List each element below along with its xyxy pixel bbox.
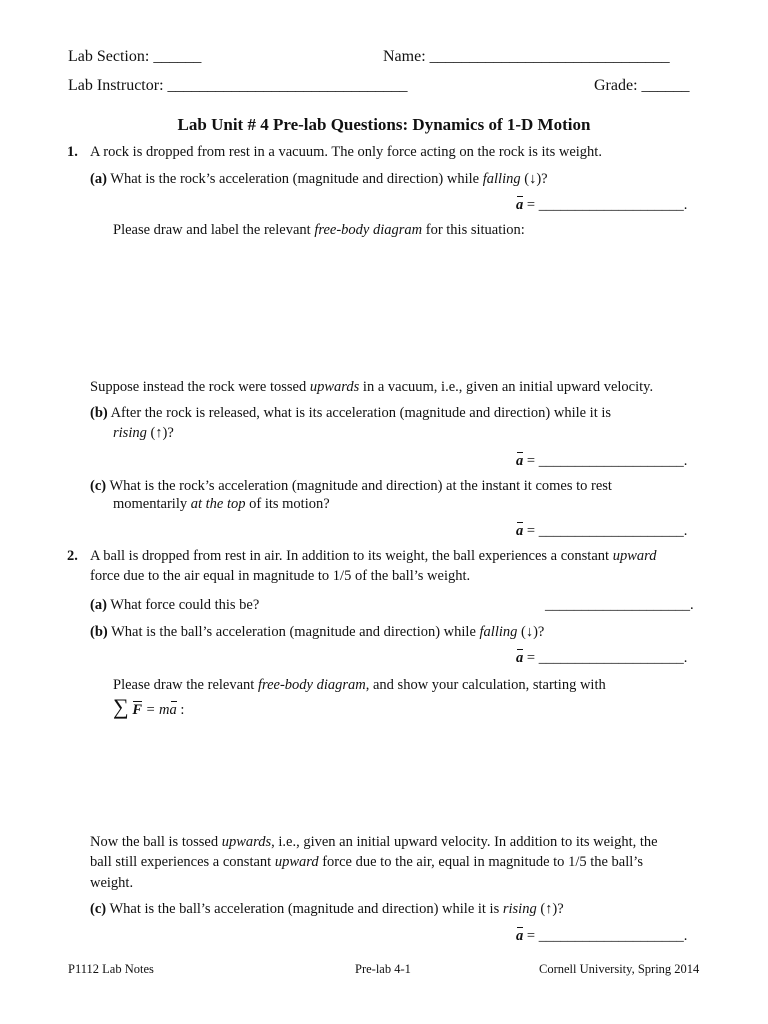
q2-stem-italic: upward — [612, 548, 657, 564]
q1-suppose-text — [90, 379, 653, 396]
q1b-italic: rising — [113, 425, 147, 441]
newton-second-law — [113, 694, 184, 720]
accel-var: a — [169, 702, 177, 718]
colon: : — [180, 702, 185, 718]
equals-sign: = — [526, 453, 536, 469]
q1a-answer-line — [516, 197, 687, 214]
q1-draw-instruction — [113, 222, 525, 239]
draw-italic: free-body diagram — [314, 222, 423, 238]
now-text-2: , i.e., given an initial upward velocity. In addition to its weight, the — [271, 834, 658, 850]
force-var: F — [132, 702, 142, 718]
answer-blank: ____________________. — [538, 197, 688, 213]
suppose-text-2: in a vacuum, i.e., given an initial upward velocity. — [362, 379, 654, 395]
q2b-question — [90, 624, 544, 641]
accel-var: a — [516, 523, 524, 539]
q2-stem-text: A ball is dropped from rest in air. In addition to its weight, the ball experiences a constant — [90, 548, 610, 564]
q1a-question — [90, 171, 548, 188]
footer-left: P1112 Lab Notes — [68, 962, 154, 976]
q2b-text-2: (↓)? — [521, 624, 545, 640]
q2c-text-1: What is the ball’s acceleration (magnitude and direction) while it is — [109, 901, 500, 917]
answer-blank: ____________________. — [538, 523, 688, 539]
accel-var: a — [516, 453, 524, 469]
now-text-1: Now the ball is tossed — [90, 834, 219, 850]
q2-draw-text-1: Please draw the relevant — [113, 677, 255, 693]
lab-section-field: Lab Section: ______ — [68, 48, 202, 65]
q1c-text-2a: momentarily — [113, 496, 188, 512]
q1b-text-1: After the rock is released, what is its acceleration (magnitude and direction) while it is — [110, 405, 612, 421]
accel-var: a — [516, 650, 524, 666]
q2-draw-text-2: , and show your calculation, starting with — [365, 677, 606, 693]
q2b-answer-line — [516, 650, 687, 667]
q1a-italic: falling — [482, 171, 521, 187]
q1c-question-line1 — [90, 478, 612, 495]
q2c-question — [90, 901, 564, 918]
q2-draw-italic: free-body diagram — [257, 677, 366, 693]
q2-draw-instruction — [113, 677, 606, 694]
now-text-2a: ball still experiences a constant — [90, 854, 272, 870]
suppose-text-1: Suppose instead the rock were tossed — [90, 379, 307, 395]
q2c-text-2: (↑)? — [540, 901, 564, 917]
q1a-text-2: (↓)? — [524, 171, 548, 187]
footer-right: Cornell University, Spring 2014 — [539, 962, 700, 976]
equals-sign: = — [526, 928, 536, 944]
q2-stem-line2 — [90, 568, 470, 585]
equals-sign: = — [526, 197, 536, 213]
q1c-italic: at the top — [190, 496, 246, 512]
q2a-question — [90, 597, 259, 614]
q2-now-line1 — [90, 834, 658, 851]
q2-now-line3: weight. — [90, 875, 134, 891]
summation-symbol: ∑ — [113, 694, 129, 719]
suppose-italic: upwards — [309, 379, 360, 395]
q1a-text-1: What is the rock’s acceleration (magnitude and direction) while — [110, 171, 480, 187]
equals-m: = m — [145, 702, 170, 718]
q1a-label: (a) — [90, 171, 107, 187]
answer-blank: ____________________. — [538, 453, 688, 469]
q2-stem-text-2a: force due to the air equal in magnitude to — [90, 568, 330, 584]
q2b-text-1: What is the ball’s acceleration (magnitude and direction) while — [111, 624, 476, 640]
q1c-question-line2 — [113, 496, 330, 513]
now-line2-italic: upward — [274, 854, 319, 870]
answer-blank: ____________________. — [538, 928, 688, 944]
q1b-text-2: (↑)? — [150, 425, 174, 441]
page-title: Lab Unit # 4 Pre-lab Questions: Dynamics of 1-D Motion — [177, 115, 591, 134]
q2-now-line2 — [90, 854, 643, 871]
q1b-label: (b) — [90, 405, 108, 421]
q2c-answer-line — [516, 928, 687, 945]
q1b-answer-line — [516, 453, 687, 470]
footer-center: Pre-lab 4-1 — [355, 962, 411, 976]
draw-text-2: for this situation: — [425, 222, 525, 238]
q2b-italic: falling — [479, 624, 518, 640]
accel-var: a — [516, 197, 524, 213]
q1c-label: (c) — [90, 478, 107, 494]
q1c-text-1: What is the rock’s acceleration (magnitude and direction) at the instant it comes to rest — [109, 478, 612, 494]
q1c-answer-line — [516, 523, 687, 540]
q2-stem-line1 — [90, 548, 656, 565]
name-field: Name: ______________________________ — [383, 48, 670, 65]
lab-instructor-field: Lab Instructor: ______________________________ — [68, 77, 408, 94]
answer-blank: ____________________. — [538, 650, 688, 666]
draw-text-1: Please draw and label the relevant — [113, 222, 311, 238]
q1-stem: A rock is dropped from rest in a vacuum. The only force acting on the rock is its weight. — [90, 144, 602, 160]
q2a-answer-blank: ____________________. — [545, 597, 694, 613]
equals-sign: = — [526, 650, 536, 666]
q1-number: 1. — [67, 144, 78, 160]
now-text-2b: force due to the air, equal in magnitude to — [322, 854, 565, 870]
grade-field: Grade: ______ — [594, 77, 690, 94]
q1c-text-2b: of its motion? — [249, 496, 330, 512]
accel-var: a — [516, 928, 524, 944]
q2a-label: (a) — [90, 597, 107, 613]
equals-sign: = — [526, 523, 536, 539]
q2c-label: (c) — [90, 901, 107, 917]
q2-number: 2. — [67, 548, 78, 564]
now-text-2c: the ball’s — [590, 854, 643, 870]
q1b-question-line2 — [113, 425, 174, 442]
now-italic: upwards — [221, 834, 272, 850]
q1b-question-line1 — [90, 405, 611, 422]
fraction: 1/5 — [332, 568, 352, 584]
q2a-text: What force could this be? — [110, 597, 260, 613]
q2b-label: (b) — [90, 624, 108, 640]
fraction: 1/5 — [568, 854, 587, 870]
q2-stem-text-2b: of the ball’s weight. — [354, 568, 471, 584]
q2c-italic: rising — [502, 901, 537, 917]
